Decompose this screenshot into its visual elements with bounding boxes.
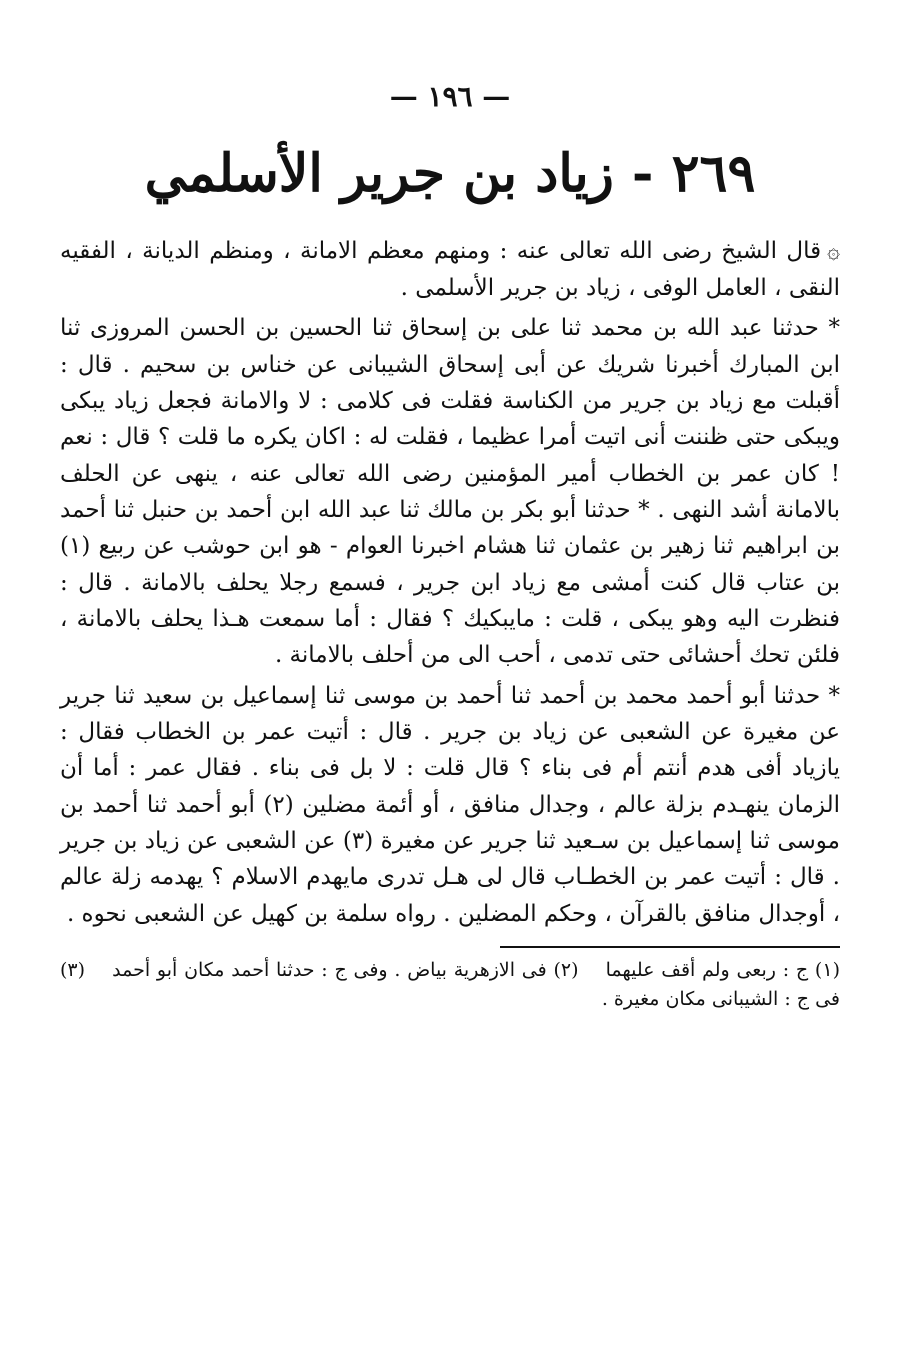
narration-paragraph-2: * حدثنا أبو أحمد محمد بن أحمد ثنا أحمد بن موسى ثنا إسماعيل بن سعيد ثنا جرير عن مغيرة عن الشعبى عن زياد بن جرير . قال : أتيت عمر بن الخطاب فقال : يازياد أفى هدم أنتم أم فى بناء ؟ قال قلت : لا بل فى بناء . فقال عمر : أما أن الزمان ينهـدم بزلة عالم ، وجدال منافق ، أو أئمة مضلين (٢) أبو أحمد ثنا أحمد بن موسى ثنا إسماعيل بن سـعيد ثنا جرير عن مغيرة (٣) عن الشعبى عن زياد بن جرير . قال : أتيت عمر بن الخطـاب قال لى هـل تدرى مايهدم الاسلام ؟ يهدمه زلة عالم ، أوجدال منافق بالقرآن ، وحكم المضلين . رواه سلمة بن كهيل عن الشعبى نحوه . [60, 682, 840, 927]
footnote-3: (٣) فى ج : الشيبانى مكان مغيرة . [60, 959, 840, 1011]
intro-paragraph [60, 233, 840, 306]
footnote-1: (١) ج : ربعى ولم أقف عليهما [605, 959, 840, 982]
narration-paragraph-1: * حدثنا عبد الله بن محمد ثنا على بن إسحاق ثنا الحسين بن الحسن المروزى ثنا ابن المبارك أخبرنا شريك عن أبى إسحاق الشيبانى عن خناس بن سحيم . قال : أقبلت مع زياد بن جرير من الكناسة فقلت فى كلامى : لا والامانة فجعل زياد يبكى ويبكى حتى ظننت أنى اتيت أمرا عظيما ، فقلت له : اكان يكره ما قلت ؟ قال : نعم ! كان عمر بن الخطاب أمير المؤمنين رضى الله تعالى عنه ، ينهى عن الحلف بالامانة أشد النهى . * حدثنا أبو بكر بن مالك ثنا عبد الله ابن أحمد بن حنبل ثنا أحمد بن ابراهيم ثنا زهير بن عثمان ثنا هشام اخبرنا العوام - هو ابن حوشب عن ربيع (١) بن عتاب قال كنت أمشى مع زياد ابن جرير ، فسمع رجلا يحلف بالامانة . قال : فنظرت اليه وهو يبكى ، قلت : مايبكيك ؟ فقال : أما سمعت هـذا يحلف بالامانة ، فلئن تحك أحشائى حتى تدمى ، أحب الى من أحلف بالامانة . [60, 315, 840, 669]
footnote-2: (٢) فى الازهرية بياض . وفى ج : حدثنا أحمد مكان أبو أحمد [112, 959, 579, 982]
footnote-divider [500, 946, 840, 948]
footnotes [60, 956, 840, 1015]
paragraph-text: قال الشيخ رضى الله تعالى عنه : ومنهم معظم الامانة ، ومنظم الديانة ، الفقيه النقى ، العامل الوفى ، زياد بن جرير الأسلمى . [60, 238, 840, 302]
book-page [60, 80, 840, 1240]
page-number: — ١٩٦ — [389, 80, 511, 113]
ornament-icon: ۞ [827, 239, 840, 265]
chapter-title: ٢٦٩ - زياد بن جرير الأسلمي [144, 143, 756, 204]
